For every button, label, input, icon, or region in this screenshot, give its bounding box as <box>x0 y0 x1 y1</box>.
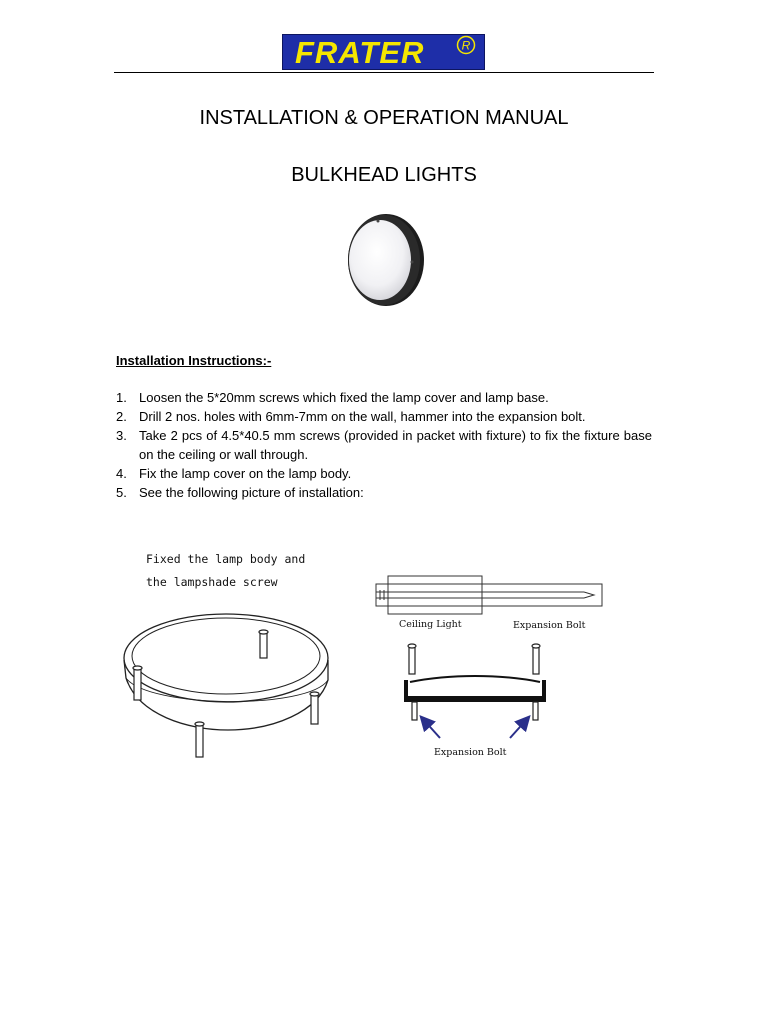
label-expansion-bolt-top: Expansion Bolt <box>513 620 586 631</box>
list-item: 4. Fix the lamp cover on the lamp body. <box>116 466 352 481</box>
expansion-bolt-section-diagram <box>374 572 614 622</box>
figure-caption-line2: the lampshade screw <box>146 575 278 589</box>
lamp-body-diagram <box>118 600 338 765</box>
registered-mark-text: R <box>461 38 471 53</box>
instructions-heading: Installation Instructions:- <box>116 353 272 368</box>
figure-caption-line1: Fixed the lamp body and <box>146 552 306 566</box>
brand-logo <box>282 34 485 70</box>
document-subtitle: BULKHEAD LIGHTS <box>291 164 477 186</box>
logo-text: FRATER <box>295 35 425 70</box>
instructions-list <box>116 388 652 502</box>
bulkhead-light-image <box>343 212 425 308</box>
list-item: 2. Drill 2 nos. holes with 6mm-7mm on the wall, hammer into the expansion bolt. <box>116 409 586 424</box>
label-expansion-bolt-bottom: Expansion Bolt <box>434 747 507 758</box>
list-item: 3. Take 2 pcs of 4.5*40.5 mm screws (provided in packet with fixture) to fix the fixture base on the ceiling or wall through. <box>116 428 652 462</box>
header-divider <box>114 72 654 73</box>
list-item: 1. Loosen the 5*20mm screws which fixed the lamp cover and lamp base. <box>116 390 549 405</box>
lamp-mounting-diagram <box>400 642 560 742</box>
label-ceiling-light: Ceiling Light <box>399 619 462 630</box>
registered-mark-icon <box>456 35 476 55</box>
list-item: 5. See the following picture of installation: <box>116 485 364 500</box>
document-title: INSTALLATION & OPERATION MANUAL <box>199 107 569 129</box>
